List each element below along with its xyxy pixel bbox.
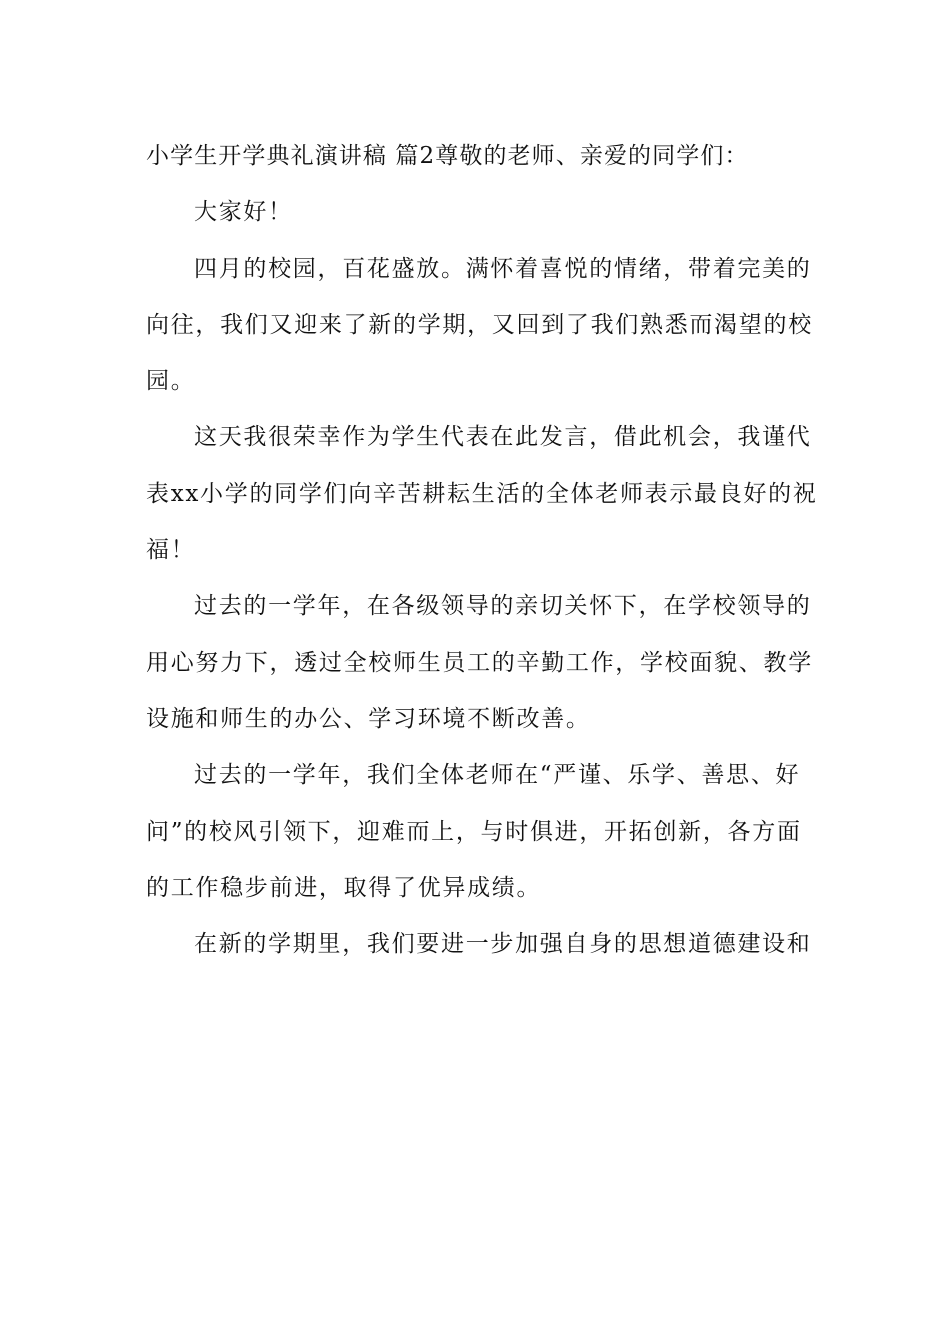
paragraph-line: 问”的校风引领下，迎难而上，与时俱进，开拓创新，各方面 [146,818,802,845]
paragraph-line: 在新的学期里，我们要进一步加强自身的思想道德建设和 [194,931,812,958]
paragraph-4 [146,747,806,916]
document-title: 小学生开学典礼演讲稿 篇2尊敬的老师、亲爱的同学们： [146,143,749,169]
paragraph-line: 这天我很荣幸作为学生代表在此发言，借此机会，我谨代 [194,424,812,451]
document-body [146,128,818,972]
paragraph-1 [146,241,813,410]
paragraph-line: 四月的校园，百花盛放。满怀着喜悦的情绪，带着完美的 [194,255,812,282]
paragraph-3 [146,578,813,747]
paragraph-line: 向往，我们又迎来了新的学期，又回到了我们熟悉而渴望的校 [146,311,813,338]
paragraph-line: 表xx小学的同学们向辛苦耕耘生活的全体老师表示最良好的祝 [146,480,818,507]
paragraph-line: 过去的一学年，我们全体老师在“严谨、乐学、善思、好 [194,762,801,789]
paragraph-5 [146,916,812,972]
paragraph-2 [146,409,818,578]
paragraph-line: 的工作稳步前进，取得了优异成绩。 [146,874,542,901]
paragraph-line: 福！ [146,537,196,564]
greeting-paragraph [146,184,806,240]
paragraph-line: 用心努力下，透过全校师生员工的辛勤工作，学校面貌、教学 [146,649,813,676]
paragraph-line: 设施和师生的办公、学习环境不断改善。 [146,705,591,732]
paragraph-line: 园。 [146,368,196,395]
greeting-line: 大家好！ [194,199,293,226]
paragraph-line: 过去的一学年，在各级领导的亲切关怀下，在学校领导的 [194,593,812,620]
